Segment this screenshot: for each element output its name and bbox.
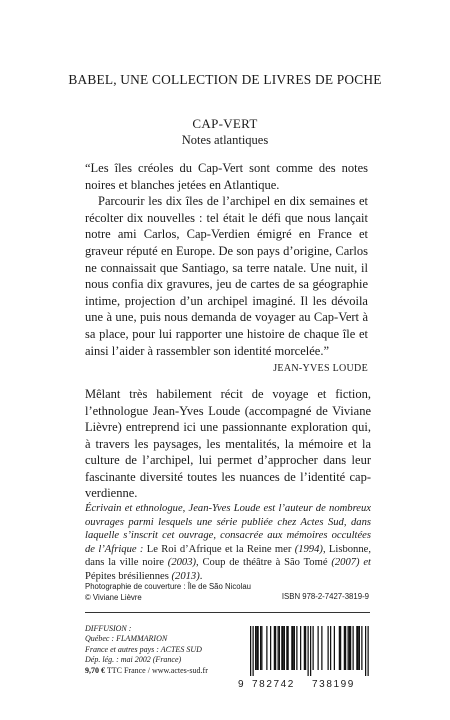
- quote-paragraph-2: Parcourir les dix îles de l’archipel en dix semaines et récolter dix nouvelles : tel était le défi que nous lançait notre ami Carlos, Cap-Verdien émigré en France et graveur réputé en Europe. De son pays d’origine, Carlos ne connaissait que Santiago, sa terre natale. Une nuit, il nous confia dix gravures, jeu de cartes de sa géographie intime, projection d’un archipel imaginé. Il les dévoila une à une, puis nous demanda de voyager au Cap-Vert à sa place, pour lui rapporter une histoire de chaque île et ainsi l’aider à rassembler son identité morcelée.”: [85, 194, 368, 358]
- barcode-bar: [356, 626, 357, 670]
- barcode-bar: [345, 626, 346, 670]
- price-value: 9,70 €: [85, 665, 105, 675]
- ean-barcode: [238, 626, 372, 690]
- barcode-bars: [238, 626, 372, 678]
- barcode-bar: [361, 626, 362, 670]
- barcode-bar: [266, 626, 267, 670]
- barcode-bar: [260, 626, 261, 670]
- bio-end: .: [199, 570, 203, 582]
- barcode-bar: [256, 626, 257, 670]
- barcode-bar: [368, 626, 369, 676]
- barcode-bar: [258, 626, 259, 670]
- title-block: [0, 116, 450, 148]
- distribution-info: [85, 624, 225, 676]
- barcode-bar: [293, 626, 294, 670]
- barcode-bar: [349, 626, 350, 670]
- barcode-bar: [358, 626, 359, 670]
- barcode-bar: [274, 626, 275, 670]
- barcode-bar: [270, 626, 271, 670]
- barcode-bar: [350, 626, 351, 670]
- bio-separator: ,: [196, 557, 203, 569]
- barcode-digits: [238, 678, 372, 690]
- barcode-bar: [279, 626, 280, 670]
- bio-book-1: Le Roi d’Afrique et la Reine mer: [146, 543, 295, 555]
- distribution-heading: DIFFUSION :: [85, 624, 132, 633]
- legal-deposit: Dép. lég. : mai 2002 (France): [85, 655, 182, 665]
- barcode-bar: [310, 626, 311, 676]
- barcode-bar: [300, 626, 301, 670]
- barcode-bar: [253, 626, 254, 676]
- quote-author: JEAN-YVES LOUDE: [273, 363, 368, 375]
- bio-year-3: (2007): [331, 557, 360, 569]
- distribution-quebec: Québec : FLAMMARION: [85, 634, 168, 644]
- bio-separator: ,: [322, 543, 329, 555]
- barcode-bar: [359, 626, 360, 670]
- author-quote: [85, 160, 368, 378]
- book-subtitle: Notes atlantiques: [181, 133, 269, 147]
- isbn-number: ISBN 978-2-7427-3819-9: [281, 592, 369, 601]
- barcode-left-group: 782742: [252, 679, 295, 690]
- barcode-bar: [313, 626, 314, 670]
- barcode-bar: [261, 626, 262, 670]
- photo-credit: [85, 582, 285, 603]
- price-suffix: TTC France / www.actes-sud.fr: [105, 665, 208, 675]
- barcode-bar: [278, 626, 279, 670]
- barcode-bar: [305, 626, 306, 670]
- barcode-bar: [348, 626, 349, 670]
- bio-year-2: (2003): [167, 557, 197, 569]
- barcode-bar: [340, 626, 341, 670]
- bio-book-3: Coup de théâtre à São Tomé: [202, 557, 332, 569]
- distribution-france: France et autres pays : ACTES SUD: [85, 644, 202, 654]
- quote-paragraph-1: “Les îles créoles du Cap-Vert sont comme des notes noires et blanches jetées en Atlantique.: [85, 161, 368, 192]
- photo-credit-line-2: © Viviane Lièvre: [85, 592, 142, 602]
- barcode-bar: [330, 626, 331, 670]
- barcode-bar: [255, 626, 256, 670]
- barcode-bar: [334, 626, 335, 670]
- barcode-bar: [283, 626, 284, 670]
- barcode-bar: [321, 626, 322, 670]
- barcode-bar: [304, 626, 305, 670]
- price-line: [85, 666, 225, 676]
- photo-credit-line-1: Photographie de couverture : Île de São Nicolau: [85, 582, 252, 591]
- author-bio: [85, 502, 371, 584]
- barcode-bar: [296, 626, 297, 670]
- divider-rule: [85, 612, 370, 613]
- barcode-first-digit: 9: [238, 679, 244, 690]
- barcode-bar: [344, 626, 345, 670]
- barcode-right-group: 738199: [312, 679, 355, 690]
- bio-separator: et: [359, 557, 372, 569]
- series-line: BABEL, UNE COLLECTION DE LIVRES DE POCHE: [68, 72, 382, 87]
- barcode-bar: [275, 626, 276, 670]
- barcode-bar: [291, 626, 292, 670]
- bio-year-4: (2013): [171, 570, 200, 582]
- barcode-bar: [353, 626, 354, 670]
- barcode-bar: [328, 626, 329, 670]
- bio-intro: Écrivain et ethnologue, Jean-Yves Loude est l’auteur de nombreux ouvrages parmi lesquels une série publiée chez Actes Sud, dans laquelle s’inscrit cet ouvrage, consacrée aux mémoires occultées de l’Afrique :: [85, 503, 371, 555]
- barcode-bar: [286, 626, 287, 670]
- barcode-bar: [365, 626, 366, 676]
- bio-year-1: (1994): [294, 543, 323, 555]
- bio-book-4: Pépites brésiliennes: [85, 570, 172, 582]
- barcode-bar: [339, 626, 340, 670]
- description-paragraph: Mêlant très habilement récit de voyage et fiction, l’ethnologue Jean-Yves Loude (accompagné de Viviane Lièvre) entreprend ici une passionnante exploration qui, à travers les paysages, les mentalités, la mémoire et la culture de l’archipel, lui permet d’approcher dans leur fascinante diversité toutes les nuances de l’identité cap-verdienne.: [85, 387, 371, 500]
- barcode-bar: [308, 626, 309, 676]
- barcode-bar: [281, 626, 282, 670]
- barcode-bar: [294, 626, 295, 670]
- book-title: CAP-VERT: [192, 116, 258, 131]
- barcode-bar: [250, 626, 251, 676]
- bio-book-2: Lisbonne, dans la ville noire: [85, 543, 371, 569]
- barcode-bar: [288, 626, 289, 670]
- barcode-bar: [318, 626, 319, 670]
- barcode-bar: [284, 626, 285, 670]
